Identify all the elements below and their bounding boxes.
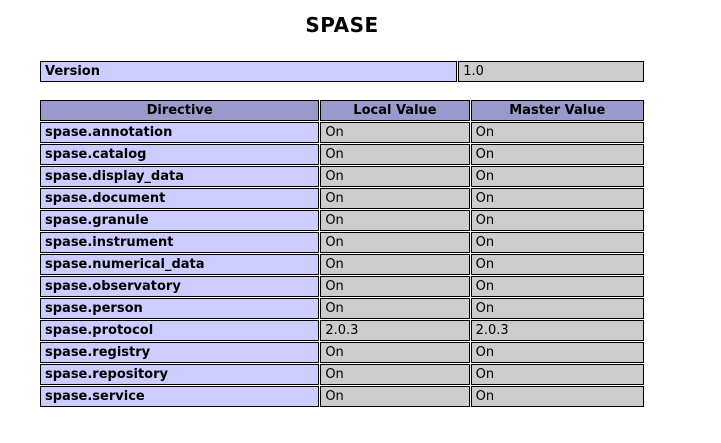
master-value-cell: On bbox=[471, 144, 644, 165]
column-header-local-value: Local Value bbox=[320, 100, 469, 121]
local-value-cell: On bbox=[320, 386, 469, 407]
local-value-cell: On bbox=[320, 276, 469, 297]
table-row bbox=[40, 254, 644, 275]
directive-cell: spase.annotation bbox=[40, 122, 319, 143]
master-value-cell: On bbox=[471, 254, 644, 275]
directive-cell: spase.catalog bbox=[40, 144, 319, 165]
master-value-cell: On bbox=[471, 298, 644, 319]
local-value-cell: On bbox=[320, 254, 469, 275]
table-row bbox=[40, 232, 644, 253]
local-value-cell: On bbox=[320, 364, 469, 385]
column-header-directive: Directive bbox=[40, 100, 319, 121]
local-value-cell: On bbox=[320, 342, 469, 363]
master-value-cell: On bbox=[471, 232, 644, 253]
local-value-cell: On bbox=[320, 144, 469, 165]
version-row bbox=[40, 61, 644, 82]
directive-cell: spase.numerical_data bbox=[40, 254, 319, 275]
master-value-cell: On bbox=[471, 210, 644, 231]
master-value-cell: On bbox=[471, 364, 644, 385]
column-header-master-value: Master Value bbox=[471, 100, 644, 121]
directive-cell: spase.repository bbox=[40, 364, 319, 385]
directive-cell: spase.protocol bbox=[40, 320, 319, 341]
master-value-cell: On bbox=[471, 166, 644, 187]
directive-cell: spase.service bbox=[40, 386, 319, 407]
table-row bbox=[40, 144, 644, 165]
table-row bbox=[40, 342, 644, 363]
table-row bbox=[40, 188, 644, 209]
master-value-cell: On bbox=[471, 188, 644, 209]
directive-cell: spase.display_data bbox=[40, 166, 319, 187]
table-row bbox=[40, 320, 644, 341]
table-row bbox=[40, 386, 644, 407]
version-table bbox=[39, 60, 645, 83]
master-value-cell: On bbox=[471, 276, 644, 297]
local-value-cell: On bbox=[320, 210, 469, 231]
directive-cell: spase.granule bbox=[40, 210, 319, 231]
table-row bbox=[40, 298, 644, 319]
table-row bbox=[40, 210, 644, 231]
directive-cell: spase.document bbox=[40, 188, 319, 209]
local-value-cell: 2.0.3 bbox=[320, 320, 469, 341]
local-value-cell: On bbox=[320, 188, 469, 209]
table-row bbox=[40, 122, 644, 143]
version-value-cell: 1.0 bbox=[458, 61, 644, 82]
table-row bbox=[40, 364, 644, 385]
module-info-page bbox=[39, 12, 645, 408]
table-row bbox=[40, 166, 644, 187]
local-value-cell: On bbox=[320, 122, 469, 143]
local-value-cell: On bbox=[320, 298, 469, 319]
master-value-cell: On bbox=[471, 386, 644, 407]
directives-table bbox=[39, 99, 645, 408]
master-value-cell: 2.0.3 bbox=[471, 320, 644, 341]
page-title: SPASE bbox=[305, 13, 379, 37]
version-label-cell: Version bbox=[40, 61, 457, 82]
directive-cell: spase.person bbox=[40, 298, 319, 319]
header-row bbox=[40, 100, 644, 121]
table-row bbox=[40, 276, 644, 297]
directive-cell: spase.observatory bbox=[40, 276, 319, 297]
directive-cell: spase.instrument bbox=[40, 232, 319, 253]
local-value-cell: On bbox=[320, 166, 469, 187]
master-value-cell: On bbox=[471, 122, 644, 143]
local-value-cell: On bbox=[320, 232, 469, 253]
directive-cell: spase.registry bbox=[40, 342, 319, 363]
master-value-cell: On bbox=[471, 342, 644, 363]
